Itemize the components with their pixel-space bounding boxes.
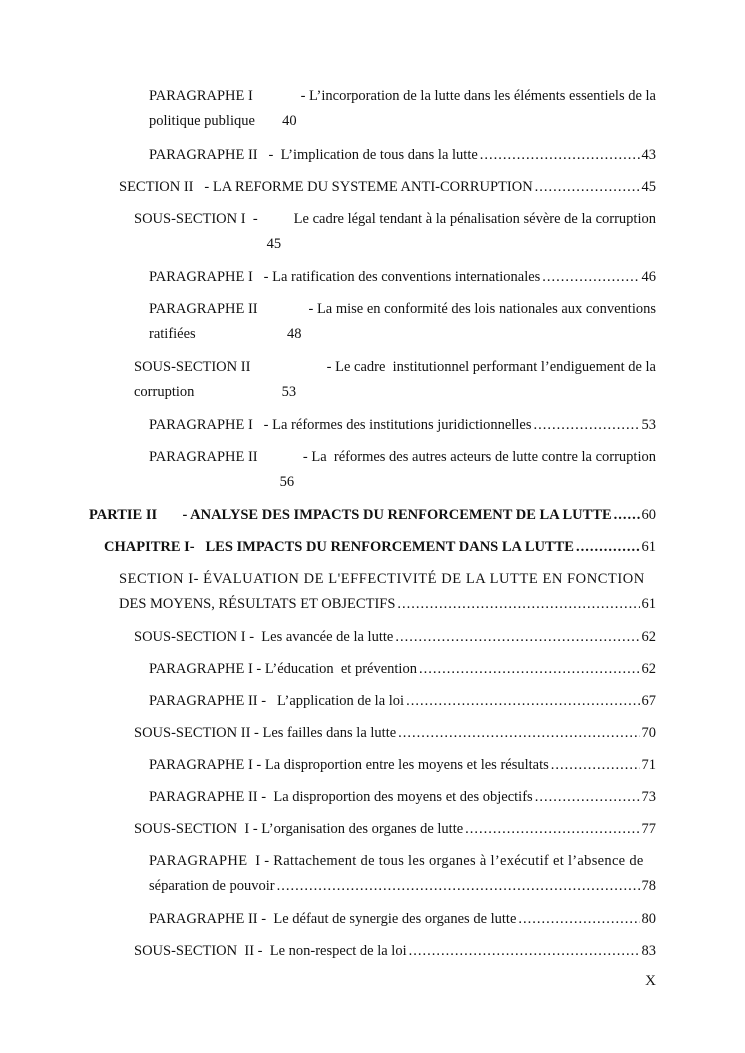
toc-entry-page: 45 bbox=[641, 179, 656, 195]
toc-entry-title-cont: politique publique bbox=[149, 113, 255, 129]
toc-entry[interactable] bbox=[134, 939, 656, 964]
leader-dots bbox=[465, 817, 639, 842]
toc-entry[interactable] bbox=[149, 785, 656, 810]
toc-entry[interactable] bbox=[149, 84, 656, 134]
toc-entry-part[interactable] bbox=[89, 503, 656, 528]
toc-entry-title: SOUS-SECTION I - L’organisation des organes de lutte bbox=[134, 821, 464, 837]
leader-dots bbox=[395, 625, 639, 650]
toc-entry-line-2 bbox=[149, 874, 656, 899]
leader-dots bbox=[277, 874, 640, 899]
toc-entry-line-1 bbox=[134, 355, 656, 380]
toc-entry-title-cont: ratifiées bbox=[149, 326, 196, 342]
leader-dots bbox=[398, 721, 639, 746]
toc-entry-chapter[interactable] bbox=[104, 535, 656, 560]
toc-entry[interactable] bbox=[149, 297, 656, 347]
toc-entry-page: 67 bbox=[641, 693, 656, 709]
toc-entry-page: 45 bbox=[266, 236, 282, 252]
toc-entry-heading: PARAGRAPHE I bbox=[149, 88, 253, 104]
leader-dots bbox=[409, 939, 640, 964]
toc-entry-title: SECTION II - LA REFORME DU SYSTEME ANTI-CORRUPTION bbox=[119, 179, 533, 195]
page-number: X bbox=[645, 973, 656, 989]
toc-entry[interactable] bbox=[134, 625, 656, 650]
toc-entry-title: SOUS-SECTION I - Les avancée de la lutte bbox=[134, 629, 394, 645]
toc-entry-page: 61 bbox=[641, 596, 656, 612]
toc-entry-page: 62 bbox=[641, 629, 656, 645]
toc-entry-title: PARAGRAPHE II - Le défaut de synergie des organes de lutte bbox=[149, 911, 517, 927]
toc-entry[interactable] bbox=[149, 413, 656, 438]
toc-entry-title: PARAGRAPHE II - La disproportion des moyens et des objectifs bbox=[149, 789, 533, 805]
toc-entry-page: 83 bbox=[641, 943, 656, 959]
toc-entry-line-2 bbox=[149, 322, 656, 347]
toc-entry-page: 48 bbox=[286, 326, 302, 342]
toc-entry-line-1 bbox=[149, 849, 656, 874]
toc-entry-page: 62 bbox=[641, 661, 656, 677]
toc-entry-title: PARAGRAPHE I - L’éducation et prévention bbox=[149, 661, 417, 677]
toc-entry-page: 77 bbox=[641, 821, 656, 837]
toc-entry-title: CHAPITRE I- LES IMPACTS DU RENFORCEMENT DANS LA LUTTE bbox=[104, 539, 574, 555]
toc-entry-title-cont: séparation de pouvoir bbox=[149, 878, 275, 894]
toc-entry-title: PARAGRAPHE II - L’implication de tous dans la lutte bbox=[149, 147, 478, 163]
toc-entry-line-1 bbox=[149, 297, 656, 322]
toc-entry-line-1 bbox=[134, 207, 656, 232]
toc-entry[interactable] bbox=[149, 143, 656, 168]
toc-entry-page: 80 bbox=[641, 911, 656, 927]
toc-entry-page: 46 bbox=[641, 269, 656, 285]
toc-entry-title: SOUS-SECTION II - Le non-respect de la loi bbox=[134, 943, 407, 959]
toc-entry-line-1 bbox=[119, 567, 656, 592]
toc-entry-page: 56 bbox=[279, 474, 295, 490]
toc-entry[interactable] bbox=[149, 445, 656, 495]
toc-entry-title-cont: corruption bbox=[134, 384, 195, 400]
toc-entry[interactable] bbox=[134, 355, 656, 405]
toc-entry-line-2 bbox=[134, 380, 656, 405]
leader-dots bbox=[419, 657, 640, 682]
toc-entry-title: Le cadre légal tendant à la pénalisation sévère de la corruption bbox=[293, 211, 656, 227]
toc-entry[interactable] bbox=[149, 907, 656, 932]
toc-entry[interactable] bbox=[134, 207, 656, 257]
toc-entry-line-2 bbox=[149, 470, 656, 495]
toc-entry[interactable] bbox=[149, 265, 656, 290]
toc-entry-title: PARAGRAPHE I - La disproportion entre les moyens et les résultats bbox=[149, 757, 549, 773]
toc-entry-page: 61 bbox=[641, 539, 656, 555]
leader-dots bbox=[551, 753, 640, 778]
toc-entry-page: 43 bbox=[641, 147, 656, 163]
toc-entry-title: PARAGRAPHE I - La ratification des conventions internationales bbox=[149, 269, 541, 285]
toc-entry-heading: PARAGRAPHE II bbox=[149, 301, 258, 317]
toc-entry-page: 73 bbox=[641, 789, 656, 805]
toc-entry[interactable] bbox=[134, 721, 656, 746]
toc-entry-title: - L’incorporation de la lutte dans les éléments essentiels de la bbox=[300, 88, 656, 104]
leader-dots bbox=[576, 535, 640, 560]
toc-entry-title: PARAGRAPHE I - La réformes des institutions juridictionnelles bbox=[149, 417, 532, 433]
toc-entry-page: 60 bbox=[641, 507, 656, 523]
leader-dots bbox=[614, 503, 640, 528]
toc-entry-title: PARAGRAPHE I - Rattachement de tous les organes à l’exécutif et l’absence de bbox=[149, 853, 644, 869]
toc-entry[interactable] bbox=[134, 817, 656, 842]
leader-dots bbox=[518, 907, 639, 932]
toc-entry-page: 70 bbox=[641, 725, 656, 741]
toc-entry-page: 71 bbox=[641, 757, 656, 773]
toc-entry-page: 53 bbox=[281, 384, 297, 400]
toc-entry-line-2 bbox=[149, 109, 656, 134]
toc-entry-heading: SOUS-SECTION I - bbox=[134, 211, 258, 227]
toc-entry[interactable] bbox=[149, 657, 656, 682]
toc-entry-title: PARAGRAPHE II - L’application de la loi bbox=[149, 693, 405, 709]
toc-entry-heading: PARAGRAPHE II bbox=[149, 449, 258, 465]
toc-entry-page: 78 bbox=[641, 878, 656, 894]
toc-entry-title: SOUS-SECTION II - Les failles dans la lutte bbox=[134, 725, 397, 741]
leader-dots bbox=[480, 143, 640, 168]
toc-entry-title-cont: DES MOYENS, RÉSULTATS ET OBJECTIFS bbox=[119, 596, 396, 612]
leader-dots bbox=[397, 592, 639, 617]
toc-entry-line-2 bbox=[119, 592, 656, 617]
leader-dots bbox=[533, 413, 639, 438]
leader-dots bbox=[406, 689, 639, 714]
toc-entry-title: PARTIE II - ANALYSE DES IMPACTS DU RENFORCEMENT DE LA LUTTE bbox=[89, 507, 612, 523]
toc-entry-heading: SOUS-SECTION II bbox=[134, 359, 251, 375]
toc-entry-line-1 bbox=[149, 84, 656, 109]
toc-entry-title: SECTION I- ÉVALUATION DE L'EFFECTIVITÉ DE LA LUTTE EN FONCTION bbox=[119, 571, 645, 587]
toc-entry[interactable] bbox=[149, 849, 656, 899]
toc-entry-line-2 bbox=[134, 232, 656, 257]
leader-dots bbox=[535, 175, 640, 200]
toc-entry[interactable] bbox=[119, 567, 656, 617]
toc-entry[interactable] bbox=[149, 689, 656, 714]
toc-entry[interactable] bbox=[149, 753, 656, 778]
leader-dots bbox=[542, 265, 639, 290]
toc-entry-title: - Le cadre institutionnel performant l’endiguement de la bbox=[326, 359, 656, 375]
toc-entry-title: - La mise en conformité des lois nationales aux conventions bbox=[308, 301, 656, 317]
toc-entry-page: 53 bbox=[641, 417, 656, 433]
leader-dots bbox=[535, 785, 640, 810]
toc-entry-page: 40 bbox=[282, 113, 297, 129]
toc-entry[interactable] bbox=[119, 175, 656, 200]
toc-entry-title: - La réformes des autres acteurs de lutte contre la corruption bbox=[302, 449, 656, 465]
toc-entry-line-1 bbox=[149, 445, 656, 470]
